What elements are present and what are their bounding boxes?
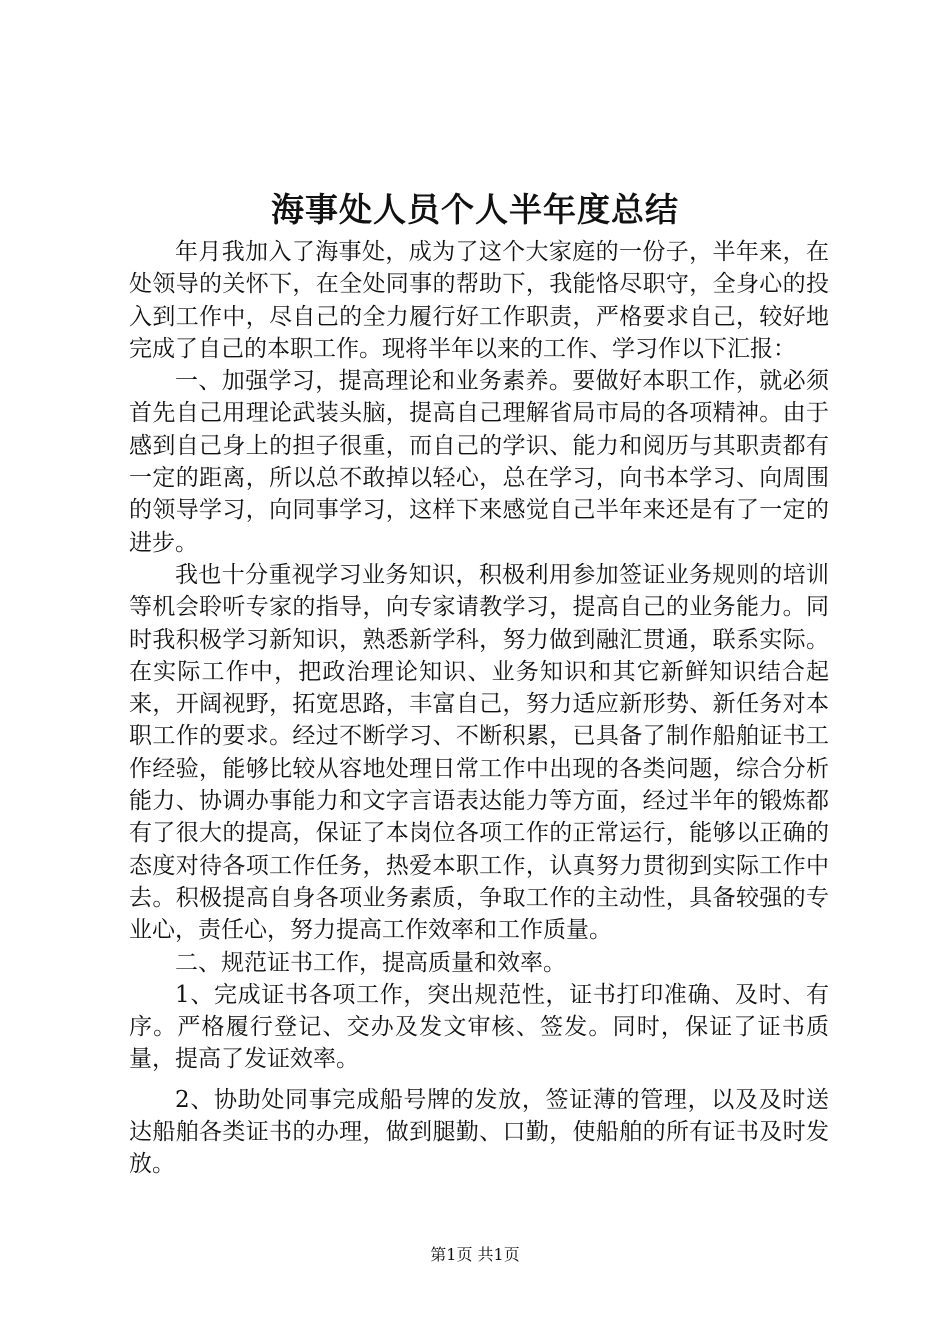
document-title: 海事处人员个人半年度总结	[271, 190, 679, 229]
paragraph-section-one: 一、加强学习，提高理论和业务素养。要做好本职工作，就必须首先自己用理论武装头脑，提高自己理解省局市局的各项精神。由于感到自己身上的担子很重，而自己的学识、能力和阅历与其职责都有一定的距离，所以总不敢掉以轻心，总在学习，向书本学习、向周围的领导学习，向同事学习，这样下来感觉自己半年来还是有了一定的进步。	[129, 368, 829, 556]
paragraph-item-two: 2、协助处同事完成船号牌的发放，签证薄的管理，以及及时送达船舶各类证书的办理，做到腿勤、口勤，使船舶的所有证书及时发放。	[129, 1086, 829, 1178]
paragraph-intro: 年月我加入了海事处，成为了这个大家庭的一份子，半年来，在处领导的关怀下，在全处同事的帮助下，我能恪尽职守，全身心的投入到工作中，尽自己的全力履行好工作职责，严格要求自己，较好地完成了自己的本职工作。现将半年以来的工作、学习作以下汇报：	[129, 239, 829, 362]
document-body	[129, 236, 829, 1181]
page-footer: 第1页 共1页	[430, 1245, 520, 1264]
paragraph-business-study: 我也十分重视学习业务知识，积极利用参加签证业务规则的培训等机会聆听专家的指导，向专家请教学习，提高自己的业务能力。同时我积极学习新知识，熟悉新学科，努力做到融汇贯通，联系实际。在实际工作中，把政治理论知识、业务知识和其它新鲜知识结合起来，开阔视野，拓宽思路，丰富自己，努力适应新形势、新任务对本职工作的要求。经过不断学习、不断积累，已具备了制作船舶证书工作经验，能够比较从容地处理日常工作中出现的各类问题，综合分析能力、协调办事能力和文字言语表达能力等方面，经过半年的锻炼都有了很大的提高，保证了本岗位各项工作的正常运行，能够以正确的态度对待各项工作任务，热爱本职工作，认真努力贯彻到实际工作中去。积极提高自身各项业务素质，争取工作的主动性，具备较强的专业心，责任心，努力提高工作效率和工作质量。	[129, 561, 829, 944]
paragraph-section-two: 二、规范证书工作，提高质量和效率。	[175, 949, 566, 976]
paragraph-item-one: 1、完成证书各项工作，突出规范性，证书打印准确、及时、有序。严格履行登记、交办及发文审核、签发。同时，保证了证书质量，提高了发证效率。	[129, 981, 829, 1073]
